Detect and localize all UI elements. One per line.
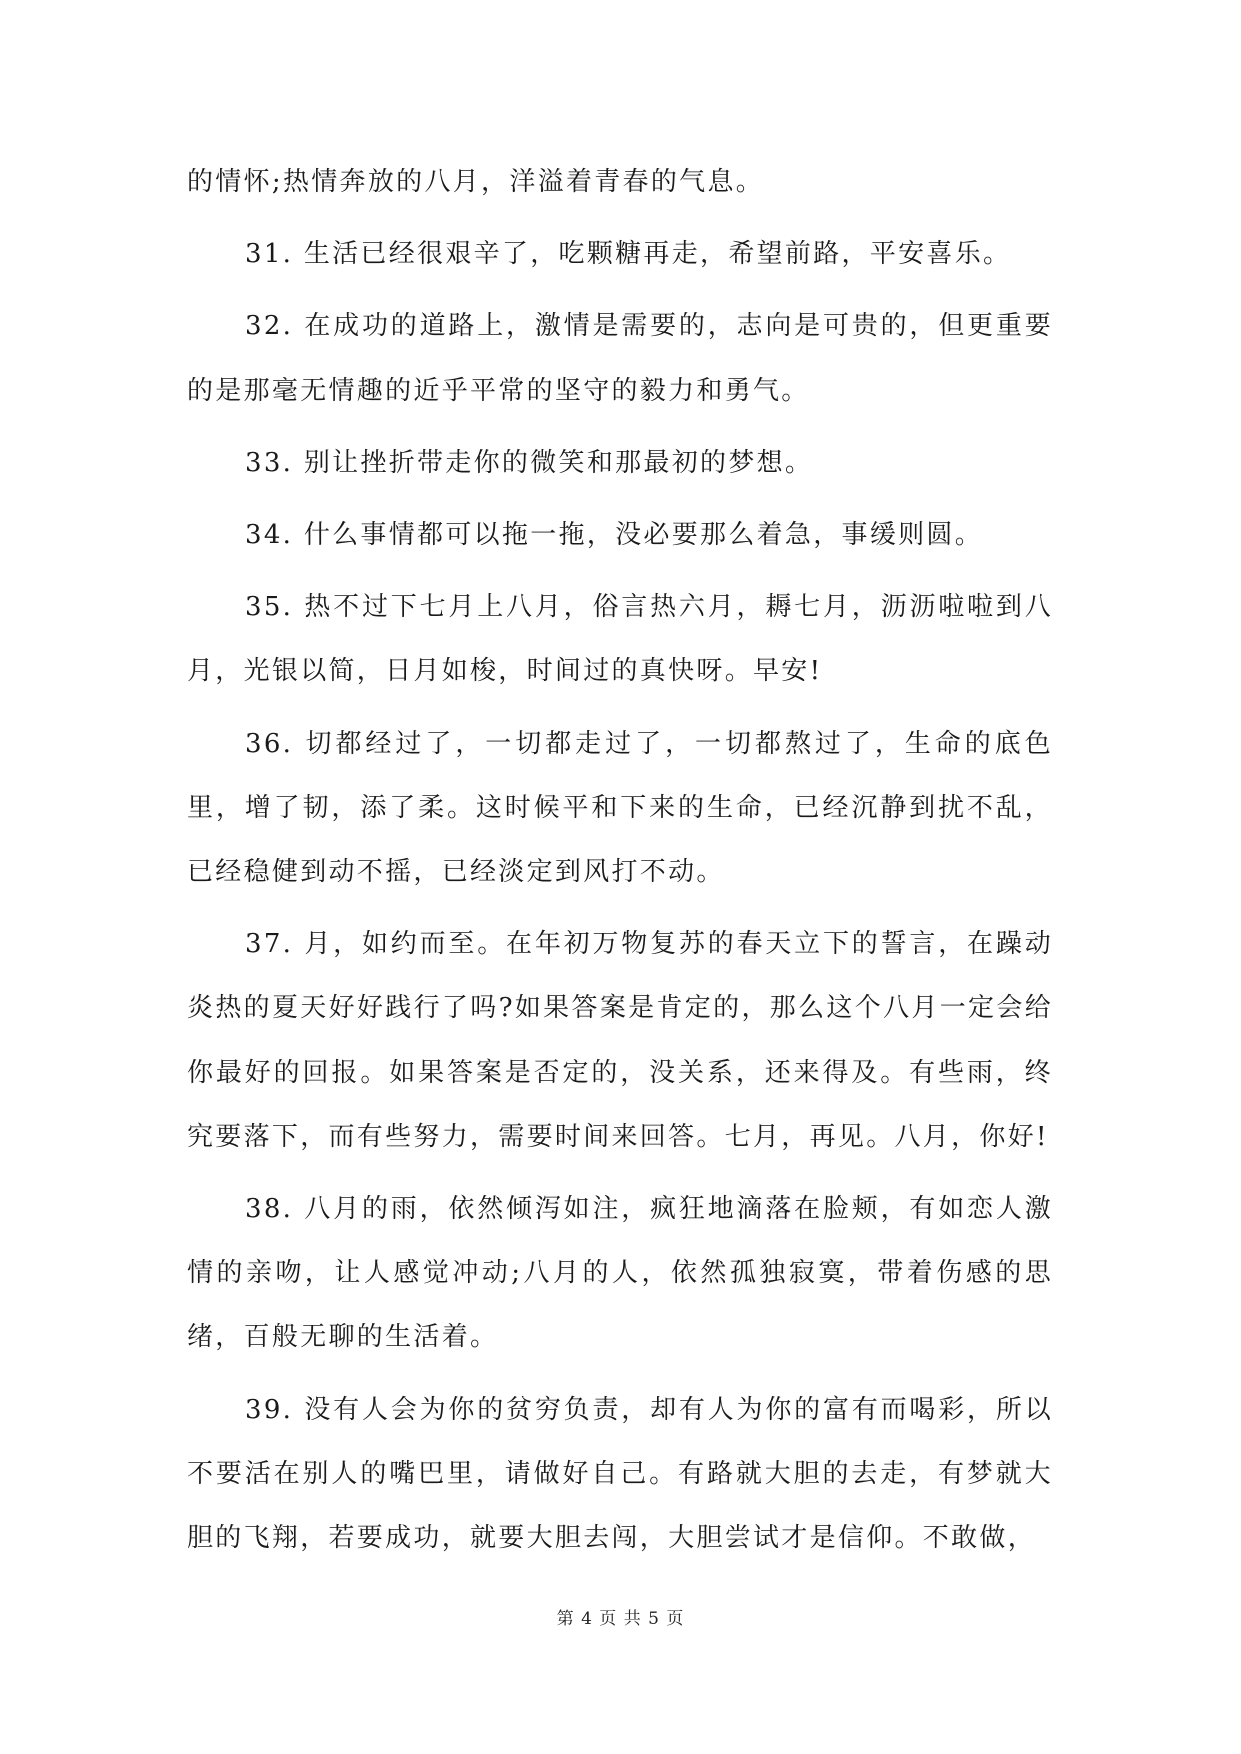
paragraph-37: 37. 月，如约而至。在年初万物复苏的春天立下的誓言，在躁动炎热的夏天好好践行了吗?如果答案是肯定的，那么这个八月一定会给你最好的回报。如果答案是否定的，没关系，还来得及。有些雨，终究要落下，而有些努力，需要时间来回答。七月，再见。八月，你好! [187, 929, 1053, 1152]
paragraph-31: 31. 生活已经很艰辛了，吃颗糖再走，希望前路，平安喜乐。 [245, 239, 1012, 270]
page-number-footer: 第 4 页 共 5 页 [556, 1609, 685, 1629]
paragraph-35: 35. 热不过下七月上八月，俗言热六月，耨七月，沥沥啦啦到八月，光银以简，日月如梭，时间过的真快呀。早安! [187, 592, 1053, 687]
paragraph-33: 33. 别让挫折带走你的微笑和那最初的梦想。 [245, 447, 814, 478]
paragraph-36: 36. 切都经过了，一切都走过了，一切都熬过了，生命的底色里，增了韧，添了柔。这时候平和下来的生命，已经沉静到扰不乱，已经稳健到动不摇，已经淡定到风打不动。 [187, 728, 1053, 888]
paragraph-34: 34. 什么事情都可以拖一拖，没必要那么着急，事缓则圆。 [245, 520, 984, 551]
paragraph-39: 39. 没有人会为你的贫穷负责，却有人为你的富有而喝彩，所以不要活在别人的嘴巴里，请做好自己。有路就大胆的去走，有梦就大胆的飞翔，若要成功，就要大胆去闯，大胆尝试才是信仰。不敢做， [187, 1394, 1053, 1554]
paragraph-continuation: 的情怀;热情奔放的八月，洋溢着青春的气息。 [187, 167, 765, 197]
paragraph-38: 38. 八月的雨，依然倾泻如注，疯狂地滴落在脸颊，有如恋人激情的亲吻，让人感觉冲动;八月的人，依然孤独寂寞，带着伤感的思绪，百般无聊的生活着。 [187, 1194, 1053, 1353]
paragraph-32: 32. 在成功的道路上，激情是需要的，志向是可贵的，但更重要的是那毫无情趣的近乎平常的坚守的毅力和勇气。 [187, 311, 1053, 406]
body-text [187, 150, 1053, 1578]
